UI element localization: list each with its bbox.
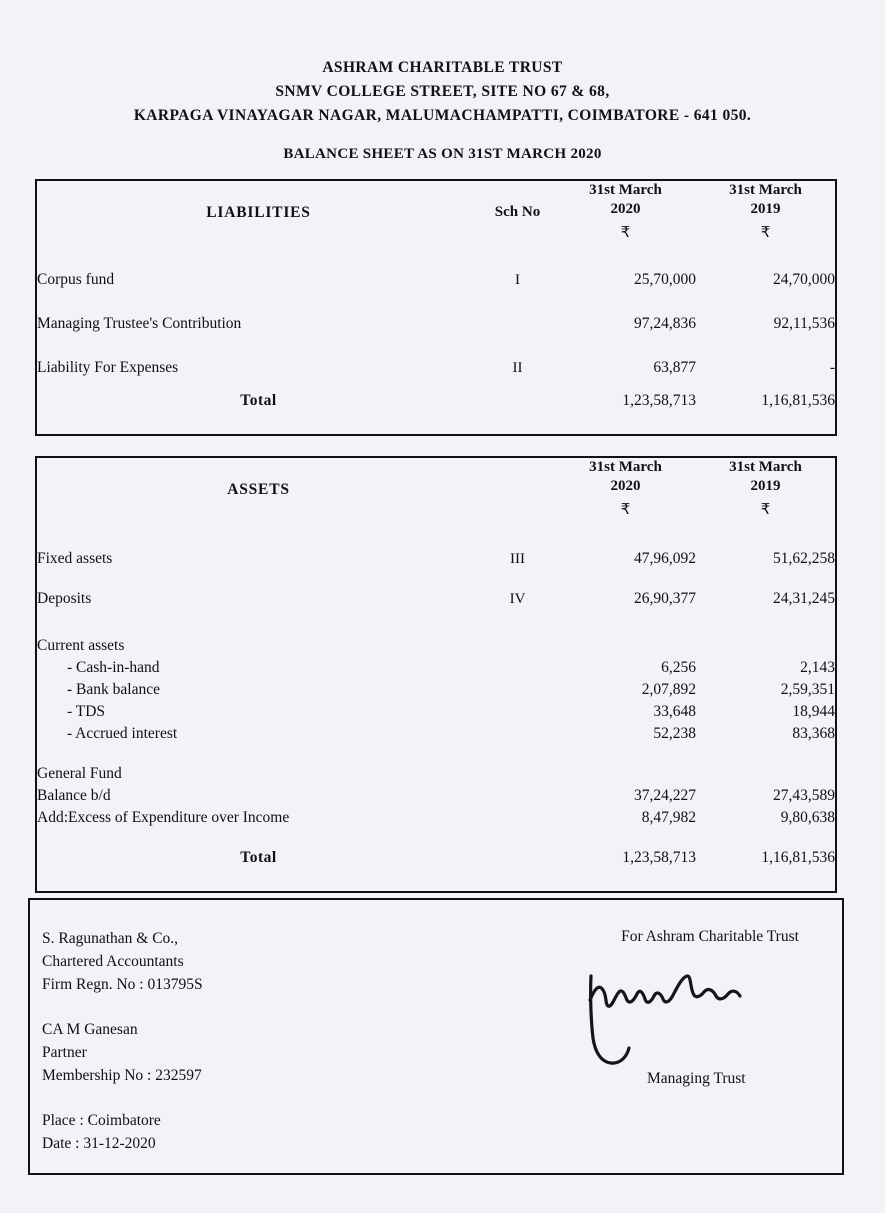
assets-column-header: ASSETS	[227, 480, 290, 498]
rupee-symbol-2019: ₹	[760, 499, 771, 518]
assets-table-container	[35, 456, 837, 893]
row-label: - Cash-in-hand	[67, 659, 160, 676]
row-label: - Bank balance	[67, 681, 160, 698]
row-value-2019: 9,80,638	[780, 809, 835, 826]
year-2020-label-line2: 2020	[610, 201, 641, 217]
row-value-2020: 63,877	[653, 359, 696, 376]
total-value-2020: 1,23,58,713	[622, 392, 696, 409]
signature-area	[585, 966, 835, 1087]
end-sch	[480, 869, 555, 891]
row-label: Managing Trustee's Contribution	[37, 315, 242, 332]
year-2019-label-line2: 2019	[750, 201, 781, 217]
spacer-desc	[37, 521, 480, 539]
liabilities-table-container	[35, 179, 837, 436]
spacer-row	[37, 521, 835, 539]
end-2020	[555, 412, 696, 434]
row-label: - Accrued interest	[67, 725, 178, 742]
end-2019	[696, 412, 835, 434]
row-value-2020: 33,648	[653, 703, 696, 720]
auditor-partner-name: CA M Ganesan	[42, 1021, 138, 1038]
table-end-row	[37, 869, 835, 891]
row-sch-no	[480, 657, 555, 679]
row-sch-no	[480, 679, 555, 701]
year-2020-label-line2: 2020	[610, 478, 641, 494]
table-row	[37, 679, 835, 701]
row-value-2019: -	[829, 359, 835, 376]
auditor-firm-group	[42, 927, 203, 996]
row-value-2020: 97,24,836	[634, 315, 696, 332]
row-label: Corpus fund	[37, 271, 115, 288]
address-line-1: SNMV COLLEGE STREET, SITE NO 67 & 68,	[275, 83, 610, 100]
row-label: Fixed assets	[37, 550, 113, 567]
auditor-membership-number: Membership No : 232597	[42, 1067, 202, 1084]
signing-date: Date : 31-12-2020	[42, 1135, 156, 1152]
table-row	[37, 579, 835, 619]
year-2020-column-header	[555, 181, 696, 219]
document-header	[0, 56, 885, 128]
row-value-2020: 6,256	[661, 659, 696, 676]
end-2019	[696, 869, 835, 891]
trust-signature-block	[585, 928, 835, 1087]
total-value-2019: 1,16,81,536	[761, 849, 835, 866]
row-label: - TDS	[67, 703, 106, 720]
sch-no-column-header: Sch No	[494, 204, 541, 220]
row-value-2019: 2,143	[800, 659, 835, 676]
row-value-2019: 83,368	[792, 725, 835, 742]
row-label: Balance b/d	[37, 787, 111, 804]
group-2020	[555, 619, 696, 657]
total-sch-blank	[480, 390, 555, 412]
total-label: Total	[240, 392, 277, 409]
row-sch-no	[480, 723, 555, 745]
row-label: Add:Excess of Expenditure over Income	[37, 809, 290, 826]
row-value-2019: 27,43,589	[773, 787, 835, 804]
spacer-2020	[555, 521, 696, 539]
row-label: Liability For Expenses	[37, 359, 179, 376]
row-value-2020: 26,90,377	[634, 590, 696, 607]
row-value-2019: 51,62,258	[773, 550, 835, 567]
spacer-2020	[555, 829, 696, 847]
table-end-row	[37, 412, 835, 434]
row-sch-no	[480, 701, 555, 723]
year-2020-label-line1: 31st March	[589, 459, 662, 475]
row-sch-no	[480, 785, 555, 807]
auditor-block	[42, 927, 203, 1155]
year-2019-column-header	[696, 181, 835, 219]
year-2019-label-line1: 31st March	[729, 182, 802, 198]
table-row	[37, 723, 835, 745]
row-value-2020: 25,70,000	[634, 271, 696, 288]
table-row	[37, 701, 835, 723]
end-2020	[555, 869, 696, 891]
end-desc	[37, 412, 480, 434]
total-row	[37, 847, 835, 869]
assets-table	[37, 458, 835, 891]
row-sch-no	[480, 807, 555, 829]
organization-name: ASHRAM CHARITABLE TRUST	[322, 59, 563, 76]
row-sch-no: IV	[509, 590, 526, 607]
total-row	[37, 390, 835, 412]
rupee-symbol-2019: ₹	[760, 222, 771, 241]
group-heading-row	[37, 745, 835, 785]
spacer-desc	[37, 829, 480, 847]
group-2019	[696, 619, 835, 657]
table-row	[37, 785, 835, 807]
year-2020-label-line1: 31st March	[589, 182, 662, 198]
auditor-firm-registration: Firm Regn. No : 013795S	[42, 976, 203, 993]
end-sch	[480, 412, 555, 434]
address-line-2: KARPAGA VINAYAGAR NAGAR, MALUMACHAMPATTI, COIMBATORE - 641 050.	[133, 107, 752, 124]
year-2019-label-line1: 31st March	[729, 459, 802, 475]
end-desc	[37, 869, 480, 891]
sch-no-column-header-blank	[480, 458, 555, 521]
year-2020-column-header	[555, 458, 696, 496]
spacer-2019	[696, 244, 835, 258]
row-sch-no: II	[512, 359, 523, 376]
spacer-desc	[37, 244, 480, 258]
row-value-2019: 24,31,245	[773, 590, 835, 607]
table-row	[37, 302, 835, 346]
liabilities-column-header: LIABILITIES	[206, 203, 311, 221]
handwritten-signature-icon	[577, 966, 777, 1076]
row-sch-no: I	[515, 271, 520, 288]
current-assets-label: Current assets	[37, 637, 125, 654]
place-date-group	[42, 1109, 203, 1155]
managing-trustee-label: Managing Trust	[647, 1070, 746, 1087]
auditor-firm-designation: Chartered Accountants	[42, 953, 184, 970]
spacer-row	[37, 244, 835, 258]
row-value-2020: 8,47,982	[641, 809, 696, 826]
auditor-partner-title: Partner	[42, 1044, 87, 1061]
table-row	[37, 346, 835, 390]
page-title: BALANCE SHEET AS ON 31ST MARCH 2020	[283, 146, 602, 162]
row-value-2020: 2,07,892	[641, 681, 696, 698]
spacer-row	[37, 829, 835, 847]
row-value-2020: 37,24,227	[634, 787, 696, 804]
row-value-2019: 92,11,536	[773, 315, 835, 332]
total-label: Total	[240, 849, 277, 866]
group-heading-row	[37, 619, 835, 657]
row-sch-no	[480, 302, 555, 346]
general-fund-label: General Fund	[37, 765, 122, 782]
total-sch-blank	[480, 847, 555, 869]
rupee-symbol-2020: ₹	[620, 499, 631, 518]
row-value-2019: 24,70,000	[773, 271, 835, 288]
group-2019	[696, 745, 835, 785]
year-2019-column-header	[696, 458, 835, 496]
spacer-2020	[555, 244, 696, 258]
liabilities-table	[37, 181, 835, 434]
for-trust-label: For Ashram Charitable Trust	[621, 928, 799, 945]
table-header-row	[37, 181, 835, 219]
table-row	[37, 258, 835, 302]
group-sch	[480, 619, 555, 657]
auditor-firm-name: S. Ragunathan & Co.,	[42, 930, 179, 947]
row-label: Deposits	[37, 590, 92, 607]
signature-footer-box	[28, 898, 844, 1175]
row-value-2019: 18,944	[792, 703, 835, 720]
row-value-2020: 47,96,092	[634, 550, 696, 567]
spacer-sch	[480, 829, 555, 847]
group-2020	[555, 745, 696, 785]
row-value-2020: 52,238	[653, 725, 696, 742]
spacer-sch	[480, 244, 555, 258]
rupee-symbol-2020: ₹	[620, 222, 631, 241]
signing-place: Place : Coimbatore	[42, 1112, 161, 1129]
row-sch-no: III	[510, 550, 525, 567]
group-sch	[480, 745, 555, 785]
spacer-2019	[696, 521, 835, 539]
auditor-partner-group	[42, 1018, 203, 1087]
table-row	[37, 539, 835, 579]
year-2019-label-line2: 2019	[750, 478, 781, 494]
total-value-2020: 1,23,58,713	[622, 849, 696, 866]
row-value-2019: 2,59,351	[780, 681, 835, 698]
spacer-2019	[696, 829, 835, 847]
total-value-2019: 1,16,81,536	[761, 392, 835, 409]
table-row	[37, 657, 835, 679]
spacer-sch	[480, 521, 555, 539]
table-header-row	[37, 458, 835, 496]
table-row	[37, 807, 835, 829]
